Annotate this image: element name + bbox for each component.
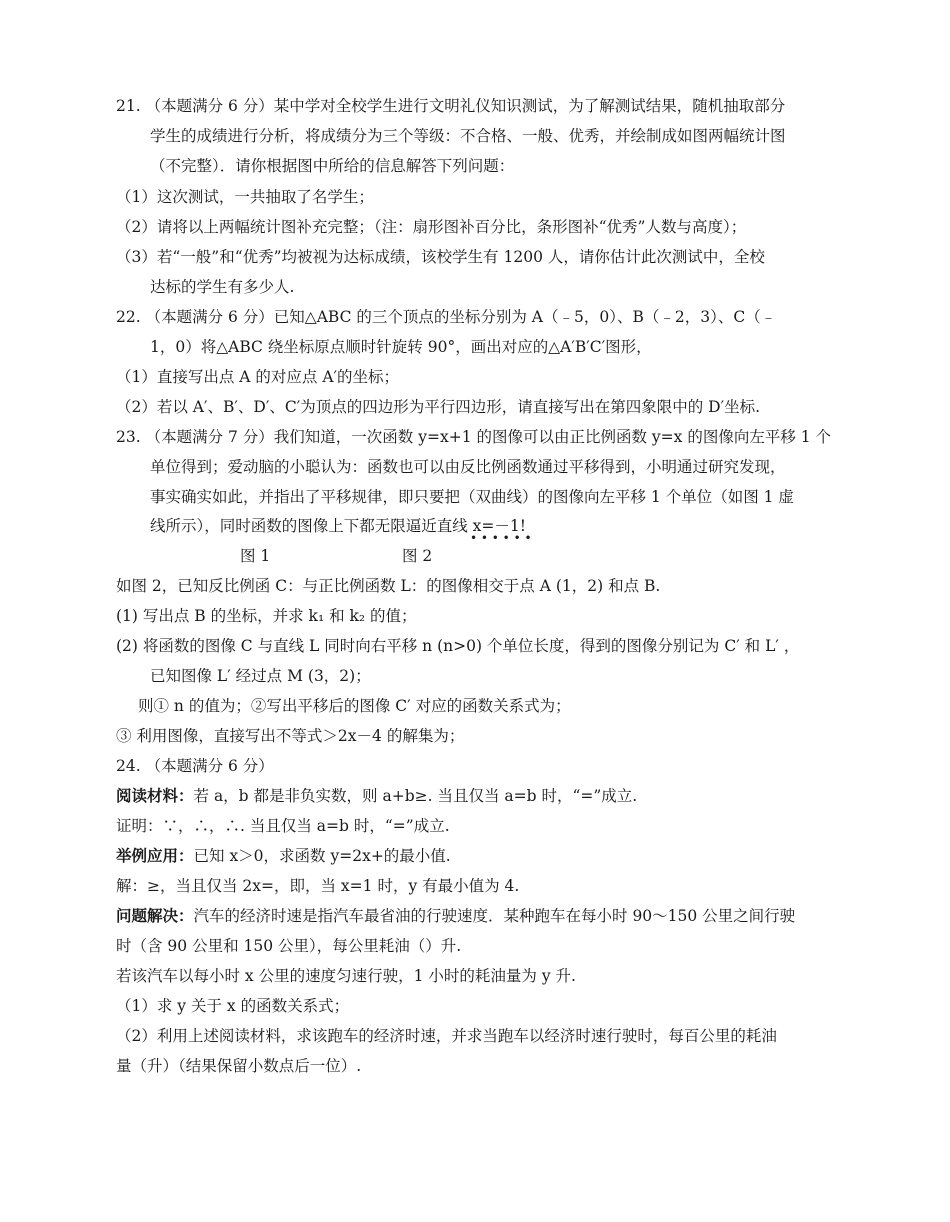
figure-1-caption: 图 1 bbox=[240, 547, 271, 565]
q21-line-2: 学生的成绩进行分析，将成绩分为三个等级：不合格、一般、优秀，并绘制成如图两幅统计图 bbox=[150, 127, 786, 145]
emphasis-dots: • • • • • • bbox=[470, 531, 532, 545]
q21-part-2: （2）请将以上两幅统计图补充完整；（注：扇形图补百分比，条形图补“优秀”人数与高度）； bbox=[116, 218, 747, 236]
reading-text: 若 a，b 都是非负实数，则 a+b≥. 当且仅当 a=b 时，“=”成立. bbox=[193, 787, 638, 805]
q21-part-3: （3）若“一般”和“优秀”均被视为达标成绩，该校学生有 1200 人，请你估计此次测试中，全校 bbox=[116, 248, 765, 266]
q23-line-2: 单位得到；爱动脑的小聪认为：函数也可以由反比例函数通过平移得到，小明通过研究发现， bbox=[150, 458, 786, 476]
example-text: 已知 x＞0，求函数 y=2x+的最小值. bbox=[193, 847, 451, 865]
q24-title: 24. （本题满分 6 分） bbox=[116, 757, 274, 775]
reading-label: 阅读材料： bbox=[116, 787, 194, 805]
q24-part-1: （1）求 y 关于 x 的函数关系式； bbox=[116, 997, 350, 1015]
q22-part-1: （1）直接写出点 A 的对应点 A′的坐标； bbox=[116, 368, 400, 386]
q23-subpart-3: ③ 利用图像，直接写出不等式＞2x－4 的解集为； bbox=[116, 727, 465, 745]
problem-label: 问题解决： bbox=[116, 907, 194, 925]
q23-part-2-cont: 已知图像 L′ 经过点 M (3，2)； bbox=[150, 667, 371, 685]
q21-part-1: （1）这次测试，一共抽取了名学生； bbox=[116, 188, 374, 206]
q23-line-5: 如图 2，已知反比例函 C：与正比例函数 L：的图像相交于点 A (1，2) 和点 B. bbox=[116, 577, 661, 595]
q22-line-2: 1，0）将△ABC 绕坐标原点顺时针旋转 90°，画出对应的△A′B′C′图形， bbox=[150, 338, 652, 356]
q24-part-2-cont: 量（升）（结果保留小数点后一位）. bbox=[116, 1057, 362, 1075]
figure-2-caption: 图 2 bbox=[402, 547, 433, 565]
q22-part-2: （2）若以 A′、B′、D′、C′为顶点的四边形为平行四边形，请直接写出在第四象限中的 D′坐标. bbox=[116, 398, 761, 416]
q24-part-2: （2）利用上述阅读材料，求该跑车的经济时速，并求当跑车以经济时速行驶时，每百公里的耗油 bbox=[116, 1027, 777, 1045]
problem-text: 汽车的经济时速是指汽车最省油的行驶速度．某种跑车在每小时 90～150 公里之间行驶 bbox=[193, 907, 796, 925]
q24-problem bbox=[116, 906, 795, 926]
q21-part-3-cont: 达标的学生有多少人. bbox=[150, 278, 295, 296]
q24-problem-line-3: 若该汽车以每小时 x 公里的速度匀速行驶，1 小时的耗油量为 y 升. bbox=[116, 967, 576, 985]
q22-line-1: 22. （本题满分 6 分）已知△ABC 的三个顶点的坐标分别为 A（﹣5，0）、B（﹣2，3）、C（﹣ bbox=[116, 308, 777, 326]
q21-line-3: （不完整）．请你根据图中所给的信息解答下列问题： bbox=[150, 157, 515, 175]
q24-proof: 证明：∵，∴，∴. 当且仅当 a=b 时，“=”成立. bbox=[116, 817, 450, 835]
q24-problem-line-2: 时（含 90 公里和 150 公里），每公里耗油（）升. bbox=[116, 937, 462, 955]
q23-subparts: 则① n 的值为；②写出平移后的图像 C′ 对应的函数关系式为； bbox=[138, 697, 571, 715]
q23-line-4: 线所示），同时函数的图像上下都无限逼近直线 x=－1! bbox=[150, 517, 526, 535]
q24-solution: 解：≥，当且仅当 2x=，即，当 x=1 时，y 有最小值为 4. bbox=[116, 877, 520, 895]
q23-part-1: (1) 写出点 B 的坐标，并求 k₁ 和 k₂ 的值； bbox=[116, 607, 417, 625]
q23-part-2: (2) 将函数的图像 C 与直线 L 同时向右平移 n (n>0) 个单位长度，得到的图像分别记为 C′ 和 L′ ， bbox=[116, 637, 800, 655]
q24-reading bbox=[116, 786, 637, 806]
q24-example bbox=[116, 846, 451, 866]
q23-line-1: 23. （本题满分 7 分）我们知道，一次函数 y=x+1 的图像可以由正比例函数 y=x 的图像向左平移 1 个 bbox=[116, 428, 832, 446]
q23-line-3: 事实确实如此，并指出了平移规律，即只要把（双曲线）的图像向左平移 1 个单位（如图 1 虚 bbox=[150, 488, 794, 506]
q21-line-1: 21. （本题满分 6 分）某中学对全校学生进行文明礼仪知识测试，为了解测试结果，随机抽取部分 bbox=[116, 97, 786, 115]
example-label: 举例应用： bbox=[116, 847, 194, 865]
